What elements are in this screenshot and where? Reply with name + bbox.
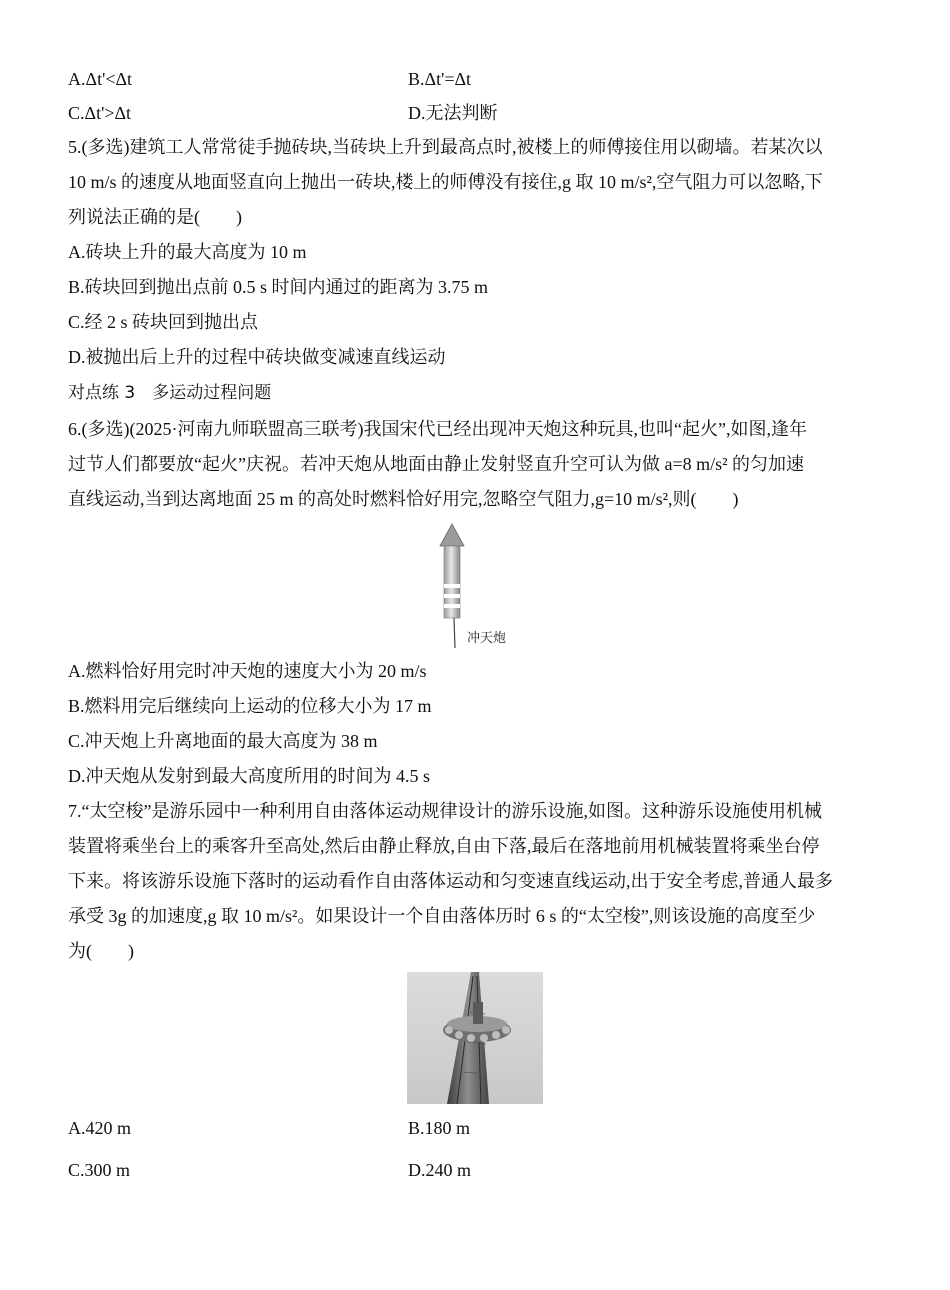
q4-option-d: D.无法判断 — [408, 103, 498, 123]
q5-option-d: D.被抛出后上升的过程中砖块做变减速直线运动 — [68, 347, 446, 367]
q6-stem-line3: 直线运动,当到达离地面 25 m 的高处时燃料恰好用完,忽略空气阻力,g=10 m/s²,则( ) — [68, 489, 739, 509]
q6-option-d: D.冲天炮从发射到最大高度所用的时间为 4.5 s — [68, 766, 431, 786]
q5-option-c: C.经 2 s 砖块回到抛出点 — [68, 312, 259, 332]
q6-option-c: C.冲天炮上升离地面的最大高度为 38 m — [68, 731, 378, 751]
q6-option-b: B.燃料用完后继续向上运动的位移大小为 17 m — [68, 696, 432, 716]
rocket-caption: 冲天炮 — [467, 631, 507, 646]
q6-stem-line1: 6.(多选)(2025·河南九师联盟高三联考)我国宋代已经出现冲天炮这种玩具,也叫“起火”,如图,逢年 — [68, 419, 807, 439]
q5-stem-line3: 列说法正确的是( ) — [68, 207, 242, 227]
q7-stem-line3: 下来。将该游乐设施下落时的运动看作自由落体运动和匀变速直线运动,出于安全考虑,普通人最多 — [68, 871, 833, 891]
q5-option-a: A.砖块上升的最大高度为 10 m — [68, 242, 307, 262]
space-shot-photo — [407, 972, 543, 1104]
q7-option-b: B.180 m — [408, 1118, 471, 1138]
q4-option-c: C.Δt'>Δt — [68, 103, 132, 123]
q7-option-a: A.420 m — [68, 1118, 131, 1138]
q7-stem-line4: 承受 3g 的加速度,g 取 10 m/s²。如果设计一个自由落体历时 6 s 的“太空梭”,则该设施的高度至少 — [68, 906, 816, 926]
q7-stem-line1: 7.“太空梭”是游乐园中一种利用自由落体运动规律设计的游乐设施,如图。这种游乐设施使用机械 — [68, 801, 822, 821]
q7-option-c: C.300 m — [68, 1160, 131, 1180]
q5-stem-line2: 10 m/s 的速度从地面竖直向上抛出一砖块,楼上的师傅没有接住,g 取 10 m/s²,空气阻力可以忽略,下 — [68, 172, 823, 192]
q6-option-a: A.燃料恰好用完时冲天炮的速度大小为 20 m/s — [68, 661, 427, 681]
q5-stem-line1: 5.(多选)建筑工人常常徒手抛砖块,当砖块上升到最高点时,被楼上的师傅接住用以砌墙。若某次以 — [68, 137, 823, 157]
q4-option-b: B.Δt'=Δt — [408, 69, 472, 89]
section-heading: 对点练 3 多运动过程问题 — [68, 383, 272, 403]
q4-option-a: A.Δt'<Δt — [68, 69, 133, 89]
q7-stem-line2: 装置将乘坐台上的乘客升至高处,然后由静止释放,自由下落,最后在落地前用机械装置将乘坐台停 — [68, 836, 820, 856]
q5-option-b: B.砖块回到抛出点前 0.5 s 时间内通过的距离为 3.75 m — [68, 277, 489, 297]
q7-option-d: D.240 m — [408, 1160, 471, 1180]
q7-stem-line5: 为( ) — [68, 941, 134, 961]
q6-stem-line2: 过节人们都要放“起火”庆祝。若冲天炮从地面由静止发射竖直升空可认为做 a=8 m/s² 的匀加速 — [68, 454, 805, 474]
